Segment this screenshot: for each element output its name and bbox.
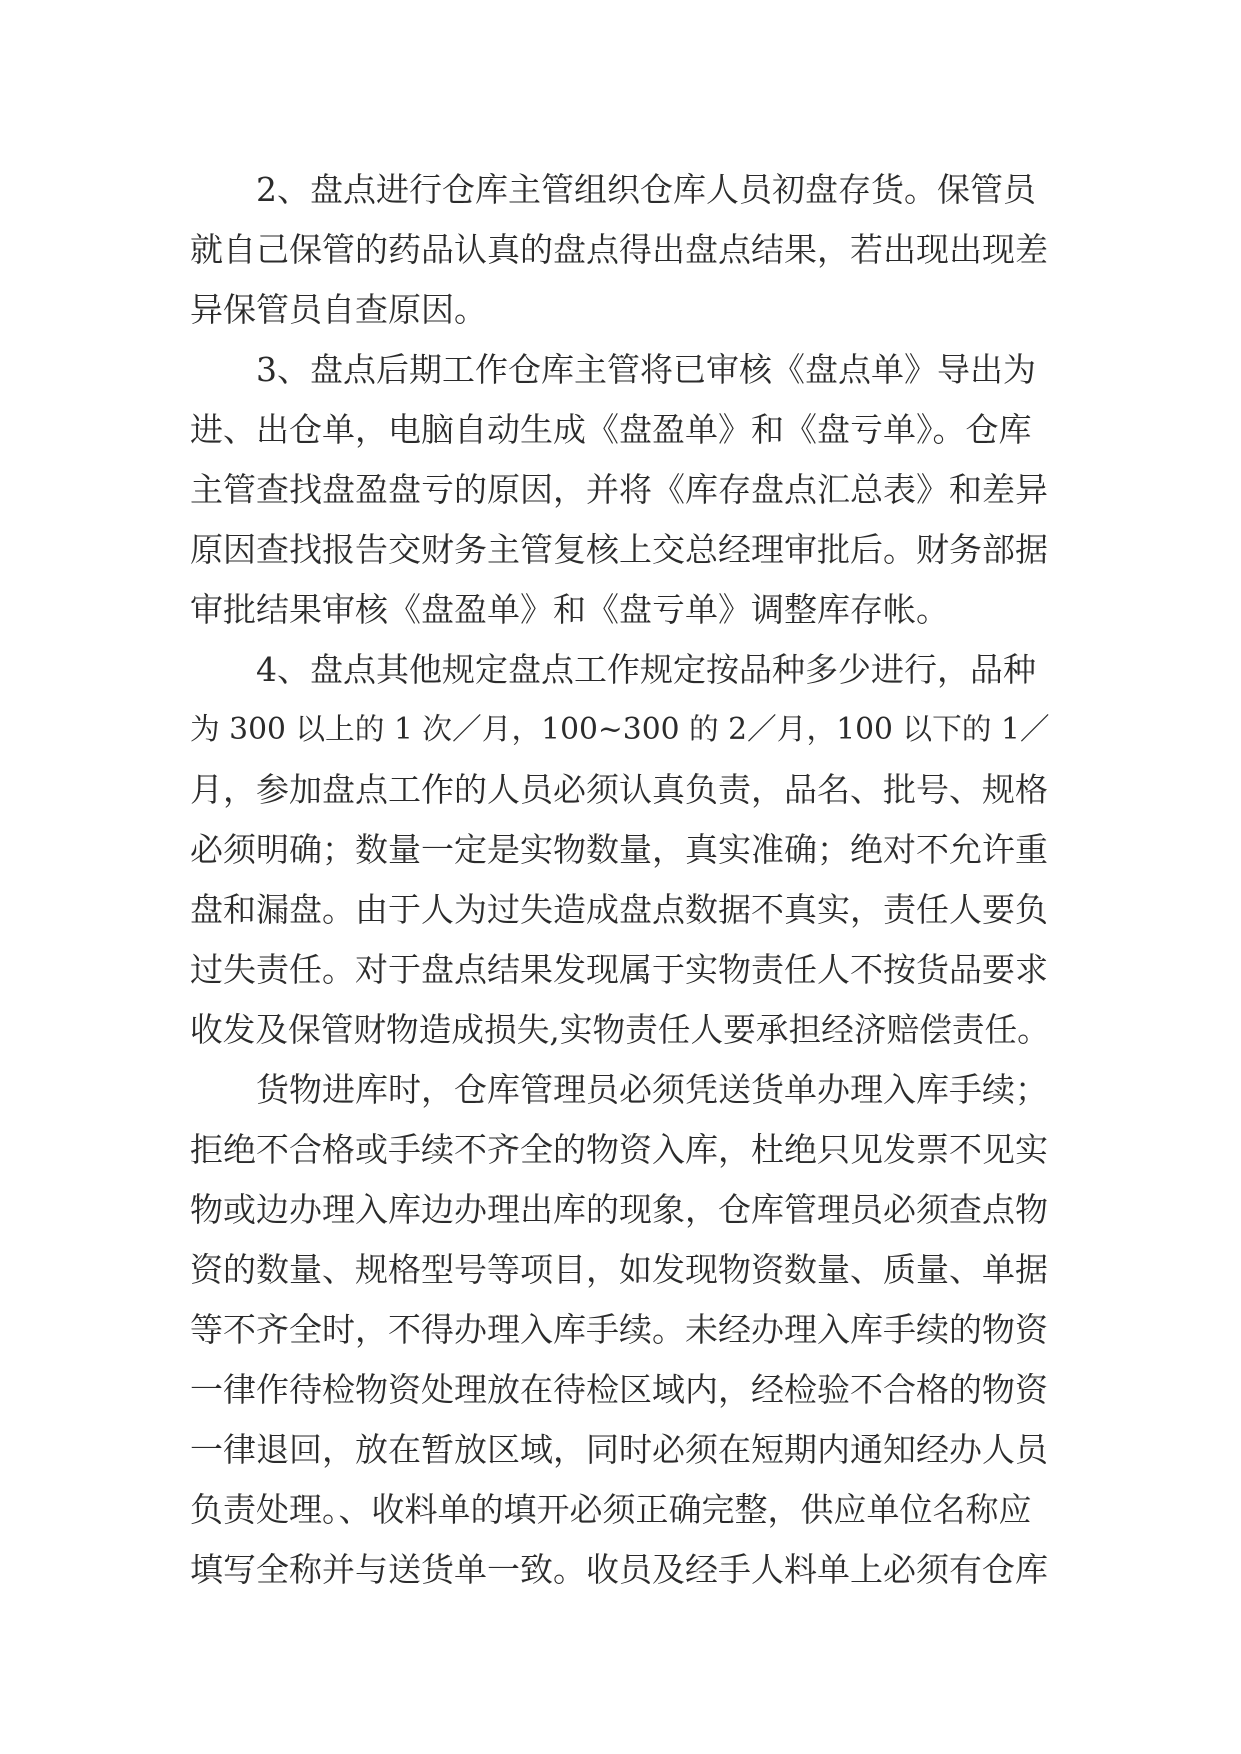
paragraph-line: 异保管员自查原因。	[190, 290, 487, 329]
paragraph-line: 进、出仓单，电脑自动生成《盘盈单》和《盘亏单》。仓库	[190, 410, 1032, 449]
paragraph-line: 负责处理。、收料单的填开必须正确完整，供应单位名称应	[190, 1490, 1032, 1529]
paragraph-line: 就自己保管的药品认真的盘点得出盘点结果，若出现出现差	[190, 230, 1048, 269]
document-body	[190, 160, 1050, 1600]
paragraph-line: 等不齐全时，不得办理入库手续。未经办理入库手续的物资	[190, 1310, 1048, 1349]
paragraph-line: 3、盘点后期工作仓库主管将已审核《盘点单》导出为	[256, 350, 1036, 389]
paragraph-line: 盘和漏盘。由于人为过失造成盘点数据不真实，责任人要负	[190, 890, 1048, 929]
paragraph-line: 审批结果审核《盘盈单》和《盘亏单》调整库存帐。	[190, 590, 949, 629]
paragraph-line: 收发及保管财物造成损失,实物责任人要承担经济赔偿责任。	[190, 1011, 1050, 1049]
paragraph-line: 拒绝不合格或手续不齐全的物资入库，杜绝只见发票不见实	[190, 1130, 1048, 1169]
paragraph-line: 一律退回，放在暂放区域，同时必须在短期内通知经办人员	[190, 1430, 1048, 1469]
paragraph-line: 原因查找报告交财务主管复核上交总经理审批后。财务部据	[190, 530, 1048, 569]
paragraph-line: 资的数量、规格型号等项目，如发现物资数量、质量、单据	[190, 1250, 1048, 1289]
paragraph-line: 4、盘点其他规定盘点工作规定按品种多少进行，品种	[256, 650, 1036, 689]
paragraph-line: 过失责任。对于盘点结果发现属于实物责任人不按货品要求	[190, 950, 1048, 989]
paragraph-line: 主管查找盘盈盘亏的原因，并将《库存盘点汇总表》和差异	[190, 470, 1048, 509]
paragraph-line: 为 300 以上的 1 次／月，100~300 的 2／月，100 以下的 1／	[190, 712, 1050, 747]
paragraph-line: 月，参加盘点工作的人员必须认真负责，品名、批号、规格	[190, 770, 1048, 809]
paragraph-line: 2、盘点进行仓库主管组织仓库人员初盘存货。保管员	[256, 170, 1036, 209]
paragraph-line: 必须明确；数量一定是实物数量，真实准确；绝对不允许重	[190, 830, 1048, 869]
paragraph-line: 一律作待检物资处理放在待检区域内，经检验不合格的物资	[190, 1370, 1048, 1409]
paragraph-line: 物或边办理入库边办理出库的现象，仓库管理员必须查点物	[190, 1190, 1048, 1229]
paragraph-line: 填写全称并与送货单一致。收员及经手人料单上必须有仓库	[190, 1550, 1048, 1589]
paragraph-line: 货物进库时，仓库管理员必须凭送货单办理入库手续；	[256, 1070, 1048, 1109]
